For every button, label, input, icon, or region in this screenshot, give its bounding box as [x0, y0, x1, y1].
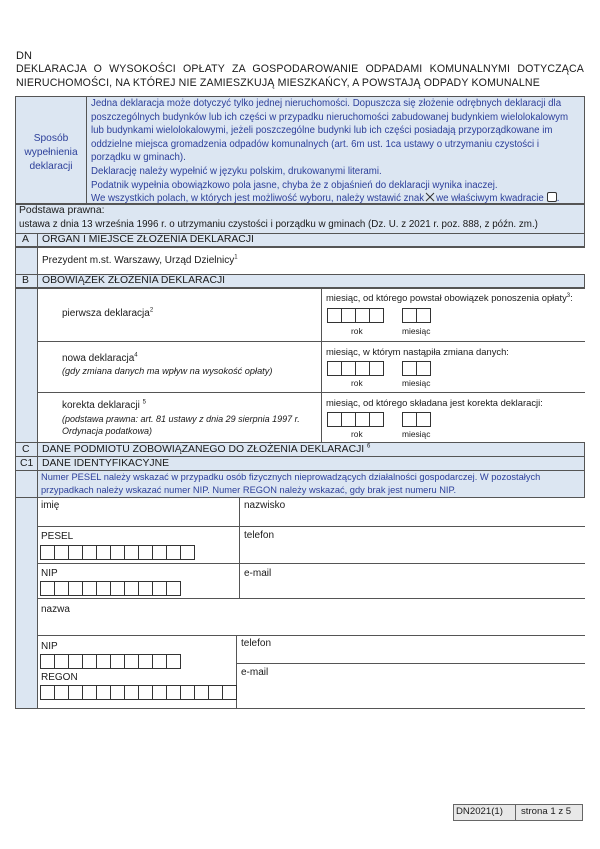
digit-cell[interactable] [416, 361, 431, 376]
option-2-right-label: miesiąc, w którym nastąpiła zmiana danych: [326, 346, 509, 357]
option-2-label-text: nowa deklaracja [62, 353, 135, 364]
digit-cell[interactable] [96, 581, 111, 596]
digit-cell[interactable] [40, 685, 55, 700]
empty-checkbox-icon [547, 192, 557, 202]
footer-form-code: DN2021(1) [456, 806, 503, 817]
digit-cell[interactable] [40, 545, 55, 560]
entity-name-field[interactable]: nazwa [41, 604, 70, 615]
digit-cell[interactable] [138, 581, 153, 596]
x-mark-icon [425, 192, 435, 202]
nip2-cells[interactable] [40, 654, 180, 669]
digit-cell[interactable] [152, 545, 167, 560]
section-b-letter: B [22, 275, 29, 286]
nip-label: NIP [41, 568, 58, 579]
digit-cell[interactable] [96, 545, 111, 560]
option-1-label [62, 308, 153, 319]
digit-cell[interactable] [355, 361, 370, 376]
option-1-right-suffix: : [570, 292, 573, 303]
option-3-note: (podstawa prawna: art. 81 ustawy z dnia 29 sierpnia 1997 r. Ordynacja podatkowa) [62, 414, 300, 436]
digit-cell[interactable] [355, 308, 370, 323]
legal-basis-text: ustawa z dnia 13 września 1996 r. o utrzymaniu czystości i porządku w gminach (Dz. U. z 2021 r. poz. 888, z późn. zm.) [19, 219, 538, 230]
option-2-month-label: miesiąc [402, 378, 431, 388]
digit-cell[interactable] [416, 308, 431, 323]
digit-cell[interactable] [68, 685, 83, 700]
digit-cell[interactable] [166, 581, 181, 596]
digit-cell[interactable] [54, 581, 69, 596]
option-3-year-label: rok [351, 429, 363, 439]
instruction-line-2: Deklarację należy wypełnić w języku polskim, drukowanymi literami. [91, 165, 382, 177]
instruction-line-4a: We wszystkich polach, w których jest możliwość wyboru, należy wstawić znak [91, 193, 425, 205]
digit-cell[interactable] [82, 654, 97, 669]
option-1-footnote: 2 [149, 307, 154, 314]
instruction-line-4b: we właściwym kwadracie [436, 193, 544, 205]
section-c1-letter: C1 [20, 458, 34, 469]
digit-cell[interactable] [82, 545, 97, 560]
section-b-title: OBOWIĄZEK ZŁOŻENIA DEKLARACJI [42, 275, 226, 286]
digit-cell[interactable] [222, 685, 237, 700]
option-3-label [62, 400, 146, 411]
option-2-year-cells[interactable] [327, 361, 383, 376]
digit-cell[interactable] [124, 545, 139, 560]
digit-cell[interactable] [40, 581, 55, 596]
option-3-year-cells[interactable] [327, 412, 383, 427]
digit-cell[interactable] [138, 545, 153, 560]
option-3-month-label: miesiąc [402, 429, 431, 439]
digit-cell[interactable] [68, 654, 83, 669]
option-3-footnote: 5 [142, 399, 146, 406]
form-code: DN [16, 50, 32, 62]
nip-cells[interactable] [40, 581, 180, 596]
regon-label: REGON [41, 672, 78, 683]
digit-cell[interactable] [180, 685, 195, 700]
section-c-footnote: 6 [367, 443, 371, 450]
digit-cell[interactable] [369, 361, 384, 376]
authority-footnote: 1 [234, 254, 238, 261]
email2-field[interactable]: e-mail [241, 667, 269, 678]
digit-cell[interactable] [327, 412, 342, 427]
section-c-title-text: DANE PODMIOTU ZOBOWIĄZANEGO DO ZŁOŻENIA DEKLARACJI [42, 444, 365, 455]
option-2-month-cells[interactable] [402, 361, 430, 376]
legal-basis-label: Podstawa prawna: [19, 205, 105, 216]
digit-cell[interactable] [402, 412, 417, 427]
option-3-right-label: miesiąc, od którego składana jest korekta deklaracji: [326, 397, 543, 408]
digit-cell[interactable] [152, 685, 167, 700]
section-c-title [42, 444, 370, 455]
option-1-label-text: pierwsza deklaracja [62, 308, 150, 319]
digit-cell[interactable] [96, 685, 111, 700]
instructions-label: Sposób wypełnienia deklaracji [24, 133, 78, 172]
digit-cell[interactable] [152, 654, 167, 669]
digit-cell[interactable] [124, 685, 139, 700]
digit-cell[interactable] [40, 654, 55, 669]
option-3-label-text: korekta deklaracji [62, 400, 143, 411]
phone-field[interactable]: telefon [244, 530, 275, 541]
digit-cell[interactable] [124, 581, 139, 596]
section-c1-note: Numer PESEL należy wskazać w przypadku osób fizycznych nieprowadzących działalności gospodarczej. W pozostałych przypadkach należy wskazać numer NIP. Numer REGON należy wskazać, gdy brak jest numeru NIP. [41, 472, 541, 495]
digit-cell[interactable] [341, 412, 356, 427]
footer-page-number: strona 1 z 5 [521, 806, 572, 817]
option-3-month-cells[interactable] [402, 412, 430, 427]
digit-cell[interactable] [68, 545, 83, 560]
digit-cell[interactable] [416, 412, 431, 427]
digit-cell[interactable] [369, 308, 384, 323]
phone2-field[interactable]: telefon [241, 638, 272, 649]
digit-cell[interactable] [327, 308, 342, 323]
digit-cell[interactable] [166, 685, 181, 700]
digit-cell[interactable] [166, 545, 181, 560]
digit-cell[interactable] [194, 685, 209, 700]
option-2-note: (gdy zmiana danych ma wpływ na wysokość opłaty) [62, 366, 273, 376]
instruction-line-4: We wszystkich polach, w których jest możliwość wyboru, należy wstawić znak we właściwym kwadracie . [91, 193, 560, 205]
digit-cell[interactable] [138, 685, 153, 700]
authority-name: Prezydent m.st. Warszawy, Urząd Dzielnicy [42, 255, 235, 266]
digit-cell[interactable] [124, 654, 139, 669]
last-name-field[interactable]: nazwisko [244, 500, 286, 511]
option-1-right-label [326, 292, 573, 303]
digit-cell[interactable] [82, 581, 97, 596]
pesel-cells[interactable] [40, 545, 194, 560]
option-1-right-text: miesiąc, od którego powstał obowiązek ponoszenia opłaty [326, 292, 567, 303]
option-1-month-label: miesiąc [402, 326, 431, 336]
digit-cell[interactable] [68, 581, 83, 596]
digit-cell[interactable] [341, 361, 356, 376]
option-1-month-cells[interactable] [402, 308, 430, 323]
digit-cell[interactable] [110, 581, 125, 596]
digit-cell[interactable] [166, 654, 181, 669]
digit-cell[interactable] [110, 685, 125, 700]
instruction-line-3: Podatnik wypełnia obowiązkowo pola jasne, chyba że z objaśnień do deklaracji wynika inaczej. [91, 179, 498, 191]
instructions-text [91, 97, 581, 206]
nip2-label: NIP [41, 641, 58, 652]
digit-cell[interactable] [54, 654, 69, 669]
option-1-right-footnote: 3 [566, 292, 571, 299]
section-a-title: ORGAN I MIEJSCE ZŁOŻENIA DEKLARACJI [42, 234, 254, 245]
digit-cell[interactable] [152, 581, 167, 596]
option-1-year-label: rok [351, 326, 363, 336]
digit-cell[interactable] [138, 654, 153, 669]
option-1-year-cells[interactable] [327, 308, 383, 323]
form-title: DEKLARACJA O WYSOKOŚCI OPŁATY ZA GOSPODAROWANIE ODPADAMI KOMUNALNYMI DOTYCZĄCA NIERUCHOMOŚCI, NA KTÓREJ NIE ZAMIESZKUJĄ MIESZKAŃCY, A POWSTAJĄ ODPADY KOMUNALNE [16, 63, 584, 89]
digit-cell[interactable] [355, 412, 370, 427]
authority-text [42, 255, 238, 266]
instruction-line-1: Jedna deklaracja może dotyczyć tylko jednej nieruchomości. Dopuszcza się złożenie odrębnych deklaracji dla poszczególnych budynków lub ich części w przypadku nieruchomości zabudowanej budynkiem wielolokalowym lub budynkami wielolokalowymi, jeżeli poszczególne budynki lub ich części posiadają przyporządkowane im oddzielne miejsca gromadzenia odpadów komunalnych (art. 6m ust. 1ca ustawy o utrzymaniu czystości i porządku w gminach). [91, 98, 569, 164]
digit-cell[interactable] [369, 412, 384, 427]
digit-cell[interactable] [341, 308, 356, 323]
option-2-footnote: 4 [134, 352, 138, 359]
digit-cell[interactable] [180, 545, 195, 560]
digit-cell[interactable] [110, 545, 125, 560]
digit-cell[interactable] [96, 654, 111, 669]
section-c-letter: C [22, 444, 30, 455]
digit-cell[interactable] [327, 361, 342, 376]
digit-cell[interactable] [110, 654, 125, 669]
digit-cell[interactable] [54, 685, 69, 700]
pesel-label: PESEL [41, 531, 74, 542]
digit-cell[interactable] [208, 685, 223, 700]
regon-cells[interactable] [40, 685, 236, 700]
email-field[interactable]: e-mail [244, 568, 272, 579]
digit-cell[interactable] [402, 361, 417, 376]
option-2-label [62, 353, 138, 364]
section-a-letter: A [22, 234, 29, 245]
option-2-year-label: rok [351, 378, 363, 388]
digit-cell[interactable] [54, 545, 69, 560]
section-c1-title: DANE IDENTYFIKACYJNE [42, 458, 170, 469]
first-name-field[interactable]: imię [41, 500, 60, 511]
digit-cell[interactable] [82, 685, 97, 700]
digit-cell[interactable] [402, 308, 417, 323]
